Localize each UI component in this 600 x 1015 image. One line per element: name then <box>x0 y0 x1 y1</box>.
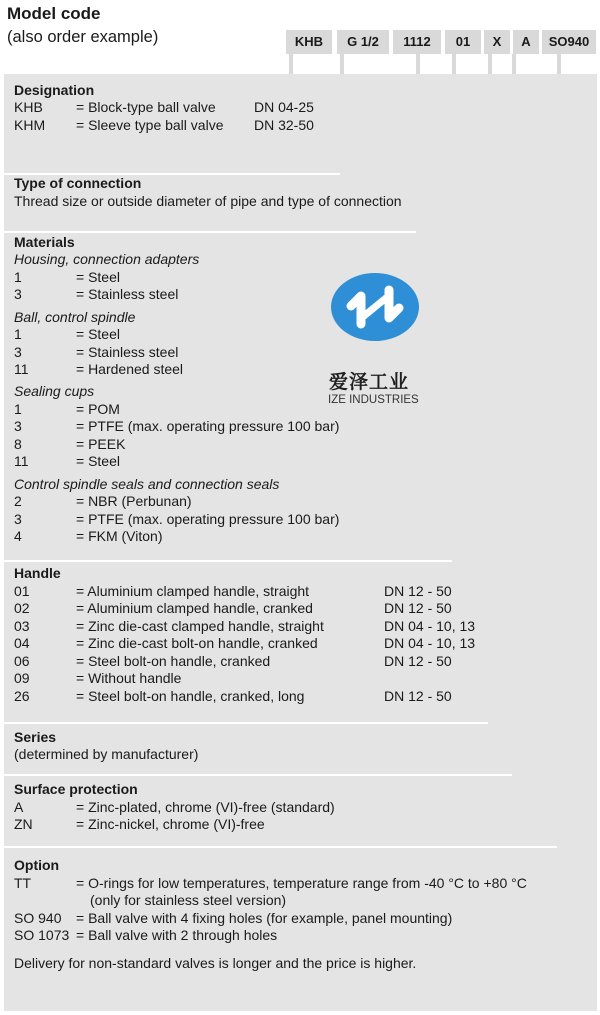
handle-desc: = Zinc die-cast bolt-on handle, cranked <box>76 635 318 651</box>
material-desc: = Stainless steel <box>76 286 179 302</box>
section-title-materials: Materials <box>14 234 75 250</box>
page-subtitle: (also order example) <box>7 28 159 46</box>
handle-dn: DN 12 - 50 <box>384 583 452 599</box>
section-title-surface: Surface protection <box>14 781 138 797</box>
section-divider <box>4 231 416 233</box>
option-code: TT <box>14 875 32 891</box>
handle-code: 01 <box>14 583 30 599</box>
option-desc: = Ball valve with 4 fixing holes (for example, panel mounting) <box>76 910 453 926</box>
delivery-note: Delivery for non-standard valves is longer and the price is higher. <box>14 955 417 971</box>
option-code: SO 940 <box>14 910 62 926</box>
material-desc: = Steel <box>76 269 120 285</box>
handle-code: 26 <box>14 688 30 704</box>
surface-desc: = Zinc-plated, chrome (VI)-free (standard) <box>76 799 335 815</box>
code-part-designation: KHB <box>286 30 332 54</box>
material-code: 3 <box>14 286 22 302</box>
material-desc: = NBR (Perbunan) <box>76 493 192 509</box>
designation-dn: DN 32-50 <box>254 117 314 133</box>
material-desc: = PTFE (max. operating pressure 100 bar) <box>76 418 340 434</box>
handle-dn: DN 04 - 10, 13 <box>384 618 476 634</box>
material-code: 2 <box>14 493 22 509</box>
material-code: 4 <box>14 528 22 544</box>
materials-subheading: Ball, control spindle <box>14 309 136 325</box>
option-desc-continued: (only for stainless steel version) <box>90 892 287 908</box>
materials-subheading: Sealing cups <box>14 383 95 399</box>
designation-desc: = Sleeve type ball valve <box>76 117 224 133</box>
material-desc: = Hardened steel <box>76 361 184 377</box>
materials-subheading: Control spindle seals and connection seals <box>14 476 280 492</box>
section-title-series: Series <box>14 729 57 745</box>
handle-dn: DN 12 - 50 <box>384 688 452 704</box>
code-part-handle: 01 <box>445 30 481 54</box>
material-code: 1 <box>14 269 22 285</box>
section-title-option: Option <box>14 857 60 873</box>
surface-code: ZN <box>14 816 33 832</box>
handle-code: 09 <box>14 670 30 686</box>
code-part-surface: A <box>513 30 539 54</box>
option-desc: = Ball valve with 2 through holes <box>76 927 278 943</box>
handle-code: 04 <box>14 635 30 651</box>
material-code: 3 <box>14 511 22 527</box>
handle-desc: = Steel bolt-on handle, cranked, long <box>76 688 305 704</box>
handle-dn: DN 04 - 10, 13 <box>384 635 476 651</box>
designation-dn: DN 04-25 <box>254 99 314 115</box>
section-title-designation: Designation <box>14 82 95 98</box>
handle-desc: = Without handle <box>76 670 182 686</box>
material-desc: = PEEK <box>76 436 126 452</box>
materials-subheading: Housing, connection adapters <box>14 251 200 267</box>
page-title: Model code <box>7 4 101 23</box>
surface-desc: = Zinc-nickel, chrome (VI)-free <box>76 816 265 832</box>
logo-english-text: IZE INDUSTRIES <box>328 394 419 406</box>
material-code: 3 <box>14 344 22 360</box>
handle-desc: = Aluminium clamped handle, cranked <box>76 600 313 616</box>
handle-dn: DN 12 - 50 <box>384 600 452 616</box>
handle-code: 06 <box>14 653 30 669</box>
ize-industries-logo-icon <box>330 272 420 342</box>
designation-desc: = Block-type ball valve <box>76 99 216 115</box>
designation-code: KHB <box>14 99 43 115</box>
logo-chinese-text: 爱泽工业 <box>329 372 410 393</box>
connection-text: Thread size or outside diameter of pipe and type of connection <box>14 193 402 209</box>
handle-code: 02 <box>14 600 30 616</box>
surface-code: A <box>14 799 24 815</box>
section-divider <box>4 846 557 848</box>
material-code: 1 <box>14 401 22 417</box>
material-code: 3 <box>14 418 22 434</box>
material-code: 11 <box>14 453 29 469</box>
material-desc: = Stainless steel <box>76 344 179 360</box>
handle-desc: = Steel bolt-on handle, cranked <box>76 653 271 669</box>
series-text: (determined by manufacturer) <box>14 746 199 762</box>
material-code: 11 <box>14 361 29 377</box>
designation-code: KHM <box>14 117 46 133</box>
material-desc: = Steel <box>76 326 120 342</box>
option-desc: = O-rings for low temperatures, temperature range from -40 °C to +80 °C <box>76 875 527 891</box>
handle-dn: DN 12 - 50 <box>384 653 452 669</box>
code-part-series: X <box>484 30 510 54</box>
material-code: 1 <box>14 326 22 342</box>
option-code: SO 1073 <box>14 927 70 943</box>
section-title-connection: Type of connection <box>14 175 142 191</box>
material-code: 8 <box>14 436 22 452</box>
section-divider <box>4 722 488 724</box>
section-title-handle: Handle <box>14 565 61 581</box>
material-desc: = FKM (Viton) <box>76 528 163 544</box>
handle-code: 03 <box>14 618 30 634</box>
material-desc: = POM <box>76 401 120 417</box>
handle-desc: = Zinc die-cast clamped handle, straight <box>76 618 324 634</box>
material-desc: = Steel <box>76 453 120 469</box>
code-part-materials: 1112 <box>393 30 441 54</box>
section-divider <box>4 774 512 776</box>
code-part-connection: G 1/2 <box>337 30 389 54</box>
section-divider <box>4 560 452 562</box>
code-part-option: SO940 <box>542 30 596 54</box>
material-desc: = PTFE (max. operating pressure 100 bar) <box>76 511 340 527</box>
handle-desc: = Aluminium clamped handle, straight <box>76 583 310 599</box>
